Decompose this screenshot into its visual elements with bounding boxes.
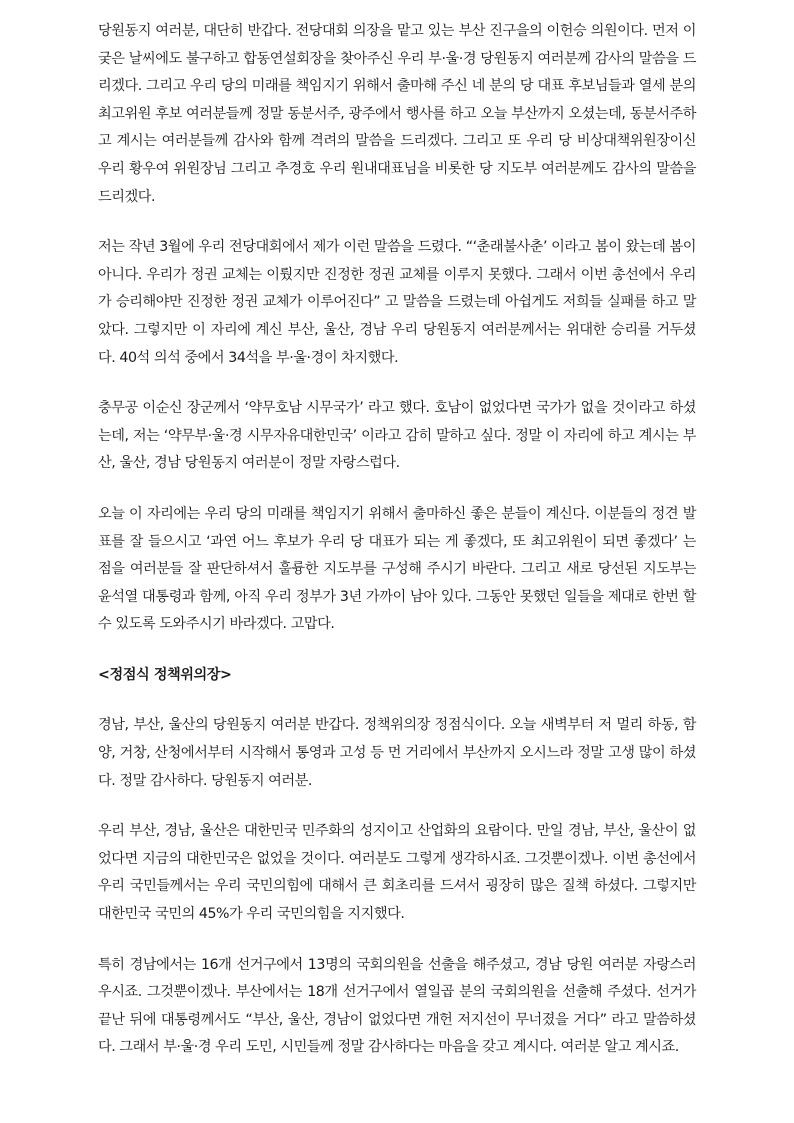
paragraph-policy-chief-greeting: 경남, 부산, 울산의 당원동지 여러분 반갑다. 정책위의장 정점식이다. 오늘 새벽부터 저 멀리 하동, 함양, 거창, 산청에서부터 시작해서 통영과 고성 등 먼 거리에서 부산까지 오시느라 정말 고생 많이 하셨다. 정말 감사하다. 당원동지 여러분. (98, 717, 696, 789)
paragraph-convention-recollection: 저는 작년 3월에 우리 전당대회에서 제가 이런 말씀을 드렸다. “‘춘래불사춘’ 이라고 봄이 왔는데 봄이 아니다. 우리가 정권 교체는 이뤘지만 진정한 정권 교체를 이루지 못했다. 그래서 이번 총선에서 우리가 승리해야만 진정한 정권 교체가 이루어진다” 고 말씀을 드렸는데 아쉽게도 저희들 실패를 하고 말았다. 그렇지만 이 자리에 계신 부산, 울산, 경남 우리 당원동지 여러분께서는 위대한 승리를 거두셨다. 40석 의석 중에서 34석을 부·울·경이 차지했다. (98, 239, 696, 366)
paragraph-democratization-region: 우리 부산, 경남, 울산은 대한민국 민주화의 성지이고 산업화의 요람이다. 만일 경남, 부산, 울산이 없었다면 지금의 대한민국은 없었을 것이다. 여러분도 그렇게 생각하시죠. 그것뿐이겠나. 이번 총선에서 우리 국민들께서는 우리 국민의힘에 대해서 큰 회초리를 드셔서 굉장히 많은 질책 하셨다. 그렇지만 대한민국 국민의 45%가 우리 국민의힘을 지지했다. (98, 823, 696, 923)
paragraph-candidates-request: 오늘 이 자리에는 우리 당의 미래를 책임지기 위해서 출마하신 좋은 분들이 계신다. 이분들의 정견 발표를 잘 들으시고 ‘과연 어느 후보가 우리 당 대표가 되는 게 좋겠다, 또 최고위원이 되면 좋겠다’ 는 점을 여러분들 잘 판단하셔서 훌륭한 지도부를 구성해 주시기 바란다. 그리고 새로 당선된 지도부는 윤석열 대통령과 함께, 아직 우리 정부가 3년 가까이 남아 있다. 그동안 못했던 일들을 제대로 한번 할 수 있도록 도와주시기 바라겠다. 고맙다. (98, 505, 696, 633)
document-page (98, 18, 696, 1085)
paragraph-opening-remarks: 당원동지 여러분, 대단히 반갑다. 전당대회 의장을 맡고 있는 부산 진구을의 이헌승 의원이다. 먼저 이 궂은 날씨에도 불구하고 합동연설회장을 찾아주신 우리 부·울·경 당원동지 여러분께 감사의 말씀을 드리겠다. 그리고 우리 당의 미래를 책임지기 위해서 출마해 주신 네 분의 당 대표 후보님들과 열세 분의 최고위원 후보 여러분들께 정말 동분서주, 광주에서 행사를 하고 오늘 부산까지 오셨는데, 동분서주하고 계시는 여러분들께 감사와 함께 격려의 말씀을 드리겠다. 그리고 또 우리 당 비상대책위원장이신 우리 황우여 위원장님 그리고 추경호 우리 원내대표님을 비롯한 당 지도부 여러분께도 감사의 말씀을 드리겠다. (98, 23, 696, 205)
speaker-heading: <정점식 정책위의장> (98, 666, 232, 683)
paragraph-admiral-quote: 충무공 이순신 장군께서 ‘약무호남 시무국가’ 라고 했다. 호남이 없었다면 국가가 없을 것이라고 하셨는데, 저는 ‘약무부·울·경 시무자유대한민국’ 이라고 감히 말하고 싶다. 정말 이 자리에 하고 계시는 부산, 울산, 경남 당원동지 여러분이 정말 자랑스럽다. (98, 400, 696, 472)
paragraph-election-results: 특히 경남에서는 16개 선거구에서 13명의 국회의원을 선출을 해주셨고, 경남 당원 여러분 자랑스러우시죠. 그것뿐이겠나. 부산에서는 18개 선거구에서 열일곱 분의 국회의원을 선출해 주셨다. 선거가 끝난 뒤에 대통령께서도 “부산, 울산, 경남이 없었다면 개헌 저지선이 무너졌을 거다” 라고 말씀하셨다. 그래서 부·울·경 우리 도민, 시민들께 정말 감사하다는 마음을 갖고 계시다. 여러분 알고 계시죠. (98, 956, 696, 1056)
